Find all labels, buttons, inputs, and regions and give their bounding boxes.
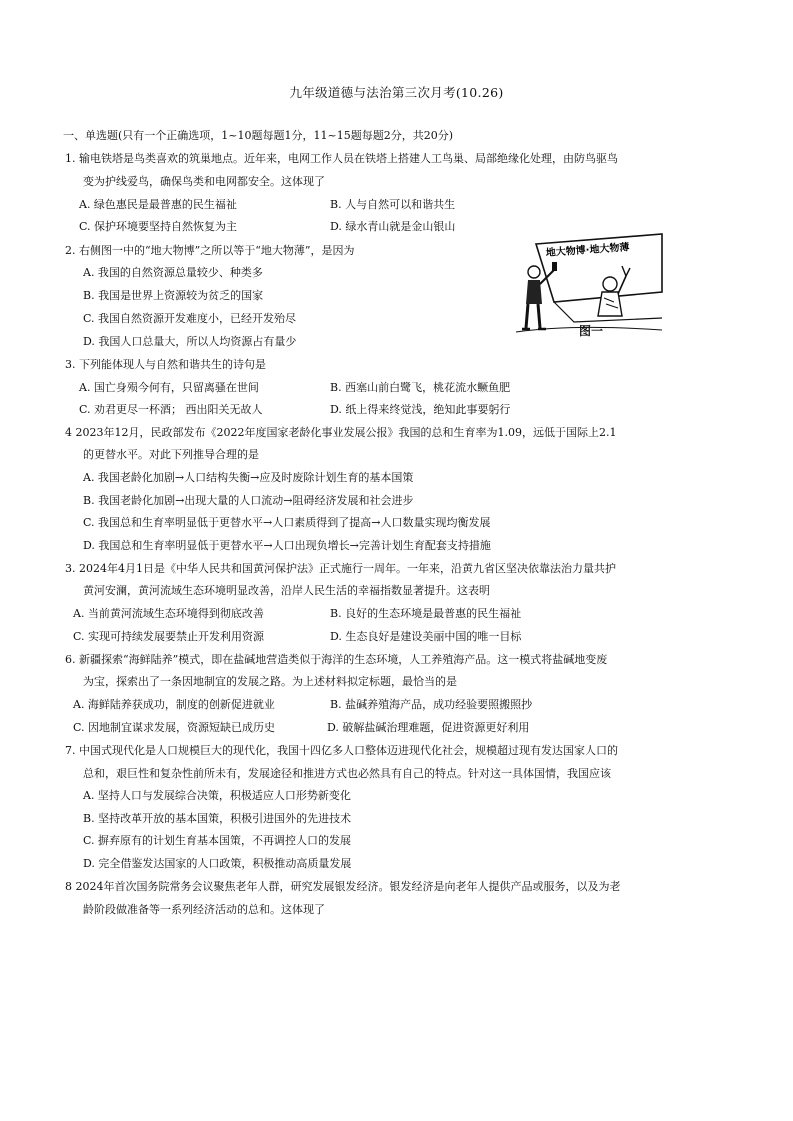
question-8-stem-line-2: 龄阶段做准备等一系列经济活动的总和。这体现了	[83, 903, 325, 916]
question-7-option-c: C. 摒弃原有的计划生育基本国策，不再调控人口的发展	[83, 834, 352, 847]
question-1-option-b: B. 人与自然可以和谐共生	[330, 198, 456, 211]
question-2-option-a: A. 我国的自然资源总量较少、种类多	[83, 266, 263, 279]
question-6-option-c: C. 因地制宜谋求发展，资源短缺已成历史	[73, 721, 276, 734]
question-3-option-d: D. 纸上得来终觉浅，绝知此事要躬行	[330, 403, 511, 416]
question-1-stem-line-2: 变为护线爱鸟，确保鸟类和电网都安全。这体现了	[83, 175, 325, 188]
question-4-option-d: D. 我国总和生育率明显低于更替水平→人口出现负增长→完善计划生育配套支持措施	[83, 539, 491, 552]
question-2-option-b: B. 我国是世界上资源较为贫乏的国家	[83, 289, 264, 302]
question-8-stem-line-1: 8 2024年首次国务院常务会议聚焦老年人群，研究发展银发经济。银发经济是向老年人提供产品或服务，以及为老	[65, 880, 621, 893]
question-7-stem-line-2: 总和，艰巨性和复杂性前所未有，发展途径和推进方式也必然具有自己的特点。针对这一具体国情，我国应该	[83, 767, 611, 780]
figure-1-caption: 图一	[579, 324, 604, 338]
question-7-option-a: A. 坚持人口与发展综合决策，积极适应人口形势新变化	[83, 789, 351, 802]
question-3-stem: 3. 下列能体现人与自然和谐共生的诗句是	[65, 358, 266, 371]
question-5-stem-line-1: 3. 2024年4月1日是《中华人民共和国黄河保护法》正式施行一周年。一年来，沿黄九省区坚决依靠法治力量共护	[65, 562, 616, 575]
question-1-option-d: D. 绿水青山就是金山银山	[330, 220, 456, 233]
question-6-option-b: B. 盐碱养殖海产品，成功经验要照搬照抄	[330, 698, 533, 711]
question-1-stem-line-1: 1. 输电铁塔是鸟类喜欢的筑巢地点。近年来，电网工作人员在铁塔上搭建人工鸟巢、局部绝缘化处理，由防鸟驱鸟	[65, 152, 618, 165]
question-4-option-c: C. 我国总和生育率明显低于更替水平→人口素质得到了提高→人口数量实现均衡发展	[83, 516, 491, 529]
question-7-option-b: B. 坚持改革开放的基本国策，积极引进国外的先进技术	[83, 812, 352, 825]
question-4-option-b: B. 我国老龄化加剧→出现大量的人口流动→阻碍经济发展和社会进步	[83, 494, 414, 507]
question-4-option-a: A. 我国老龄化加剧→人口结构失衡→应及时废除计划生育的基本国策	[83, 471, 414, 484]
question-6-stem-line-2: 为宝，探索出了一条因地制宜的发展之路。为上述材料拟定标题，最恰当的是	[83, 675, 457, 688]
question-6-option-a: A. 海鲜陆养获成功，制度的创新促进就业	[73, 698, 275, 711]
question-5-option-b: B. 良好的生态环境是最普惠的民生福祉	[330, 607, 522, 620]
question-5-stem-line-2: 黄河安澜，黄河流域生态环境明显改善，沿岸人民生活的幸福指数显著提升。这表明	[83, 584, 490, 597]
question-3-option-b: B. 西塞山前白鹭飞，桃花流水鳜鱼肥	[330, 381, 511, 394]
question-4-stem-line-1: 4 2023年12月，民政部发布《2022年度国家老龄化事业发展公报》我国的总和生育率为1.09，远低于国际上2.1	[65, 426, 617, 439]
question-1-option-c: C. 保护环境要坚持自然恢复为主	[79, 220, 238, 233]
figure-sign-text: 地大物博·地大物薄	[545, 242, 630, 259]
question-4-stem-line-2: 的更替水平。对此下列推导合理的是	[83, 448, 259, 461]
question-1-option-a: A. 绿色惠民是最普惠的民生福祉	[79, 198, 237, 211]
question-5-option-a: A. 当前黄河流域生态环境得到彻底改善	[73, 607, 264, 620]
question-6-option-d: D. 破解盐碱治理难题，促进资源更好利用	[327, 721, 530, 734]
question-7-stem-line-1: 7. 中国式现代化是人口规模巨大的现代化，我国十四亿多人口整体迈进现代化社会，规模超过现有发达国家人口的	[65, 744, 618, 757]
question-2-stem: 2. 右侧图一中的“地大物博”之所以等于“地大物薄”，是因为	[65, 244, 355, 257]
question-2-option-d: D. 我国人口总量大，所以人均资源占有量少	[83, 335, 297, 348]
section-header: 一、单选题(只有一个正确选项，1~10题每题1分，11~15题每题2分，共20分)	[63, 129, 453, 142]
question-5-option-d: D. 生态良好是建设美丽中国的唯一目标	[330, 630, 522, 643]
question-7-option-d: D. 完全借鉴发达国家的人口政策，积极推动高质量发展	[83, 857, 352, 870]
question-2-option-c: C. 我国自然资源开发难度小，已经开发殆尽	[83, 312, 297, 325]
question-3-option-c: C. 劝君更尽一杯酒； 西出阳关无故人	[79, 403, 263, 416]
question-5-option-c: C. 实现可持续发展要禁止开发利用资源	[73, 630, 265, 643]
question-6-stem-line-1: 6. 新疆探索“海鲜陆养”模式，即在盐碱地营造类似于海洋的生态环境，人工养殖海产品。这一模式将盐碱地变废	[65, 653, 608, 666]
page-title: 九年级道德与法治第三次月考(10.26)	[289, 85, 504, 100]
question-3-option-a: A. 国亡身殒今何有，只留离骚在世间	[79, 381, 259, 394]
